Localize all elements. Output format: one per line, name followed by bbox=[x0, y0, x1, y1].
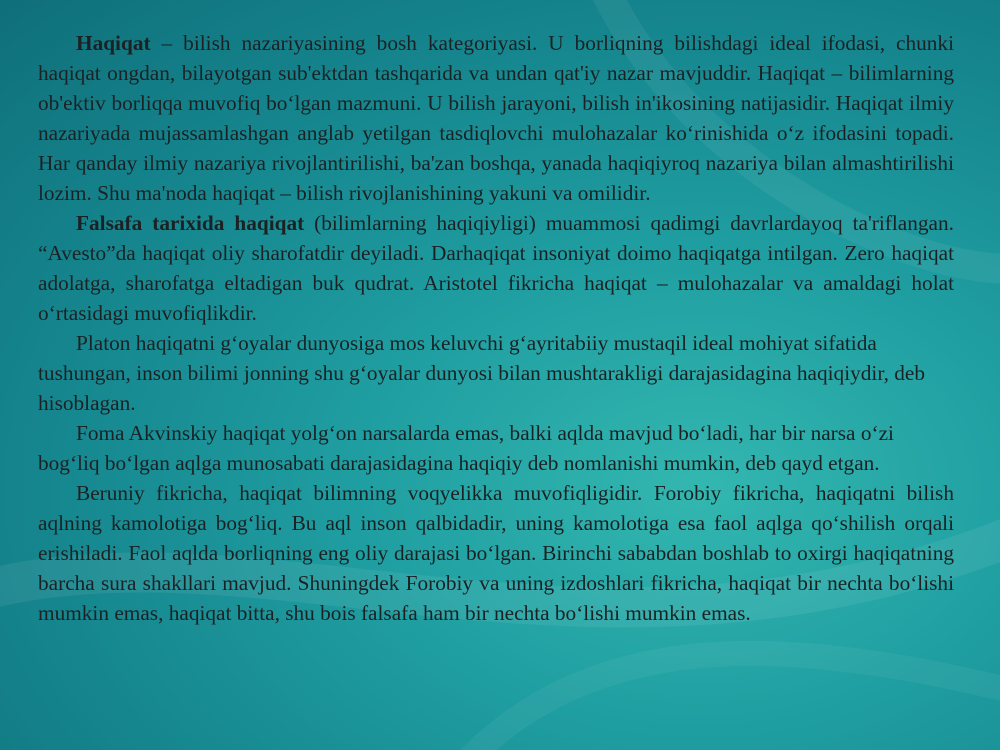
text-slide bbox=[38, 28, 954, 628]
paragraph-lead: Haqiqat bbox=[76, 31, 151, 55]
paragraph-text: Platon haqiqatni g‘oyalar dunyosiga mos keluvchi g‘ayritabiiy mustaqil ideal mohiyat sifatida tushungan, inson bilimi jonning shu g‘oyalar dunyosi bilan mushtarakligi darajasidagina haqiqiydir, deb hisoblagan. bbox=[38, 331, 925, 415]
paragraph-text: Beruniy fikricha, haqiqat bilimning voqyelikka muvofiqligidir. Forobiy fikricha, haqiqatni bilish aqlning kamolotiga bog‘liq. Bu aql inson qalbidadir, uning kamolotiga esa faol aqlga qo‘shilish orqali erishiladi. Faol aqlda borliqning eng oliy darajasi bo‘lgan. Birinchi sababdan boshlab to oxirgi haqiqatning barcha sura shakllari mavjud. Shuningdek Forobiy va uning izdoshlari fikricha, haqiqat bir nechta bo‘lishi mumkin emas, haqiqat bitta, shu bois falsafa ham bir nechta bo‘lishi mumkin emas. bbox=[38, 481, 954, 625]
paragraph-platon bbox=[38, 328, 954, 418]
paragraph-foma-akvinskiy bbox=[38, 418, 954, 478]
paragraph-text: – bilish nazariyasining bosh kategoriyasi. U borliqning bilishdagi ideal ifodasi, chunki haqiqat ongdan, bilayotgan sub'ektdan tashqarida va undan qat'iy nazar mavjuddir. Haqiqat – bilimlarning ob'ektiv borliqqa muvofiq bo‘lgan mazmuni. U bilish jarayoni, bilish in'ikosining natijasidir. Haqiqat ilmiy nazariyada mujassamlashgan anglab yetilgan tasdiqlovchi mulohazalar ko‘rinishida o‘z ifodasini topadi. Har qanday ilmiy nazariya rivojlantirilishi, ba'zan boshqa, yanada haqiqiyroq nazariya bilan almashtirilishi lozim. Shu ma'noda haqiqat – bilish rivojlanishining yakuni va omilidir. bbox=[38, 31, 954, 205]
paragraph-falsafa-tarixida bbox=[38, 208, 954, 328]
paragraph-haqiqat bbox=[38, 28, 954, 208]
paragraph-text: (bilimlarning haqiqiyligi) muammosi qadimgi davrlardayoq ta'riflangan. “Avesto”da haqiqat oliy sharofatdir deyiladi. Darhaqiqat insoniyat doimo haqiqatga intilgan. Zero haqiqat adolatga, sharofatga eltadigan buk qudrat. Aristotel fikricha haqiqat – mulohazalar va amaldagi holat o‘rtasidagi muvofiqlikdir. bbox=[38, 211, 954, 325]
paragraph-beruniy bbox=[38, 478, 954, 628]
paragraph-lead: Falsafa tarixida haqiqat bbox=[76, 211, 305, 235]
paragraph-text: Foma Akvinskiy haqiqat yolg‘on narsalarda emas, balki aqlda mavjud bo‘ladi, har bir narsa o‘zi bog‘liq bo‘lgan aqlga munosabati darajasidagina haqiqiy deb nomlanishi mumkin, deb qayd etgan. bbox=[38, 421, 894, 475]
